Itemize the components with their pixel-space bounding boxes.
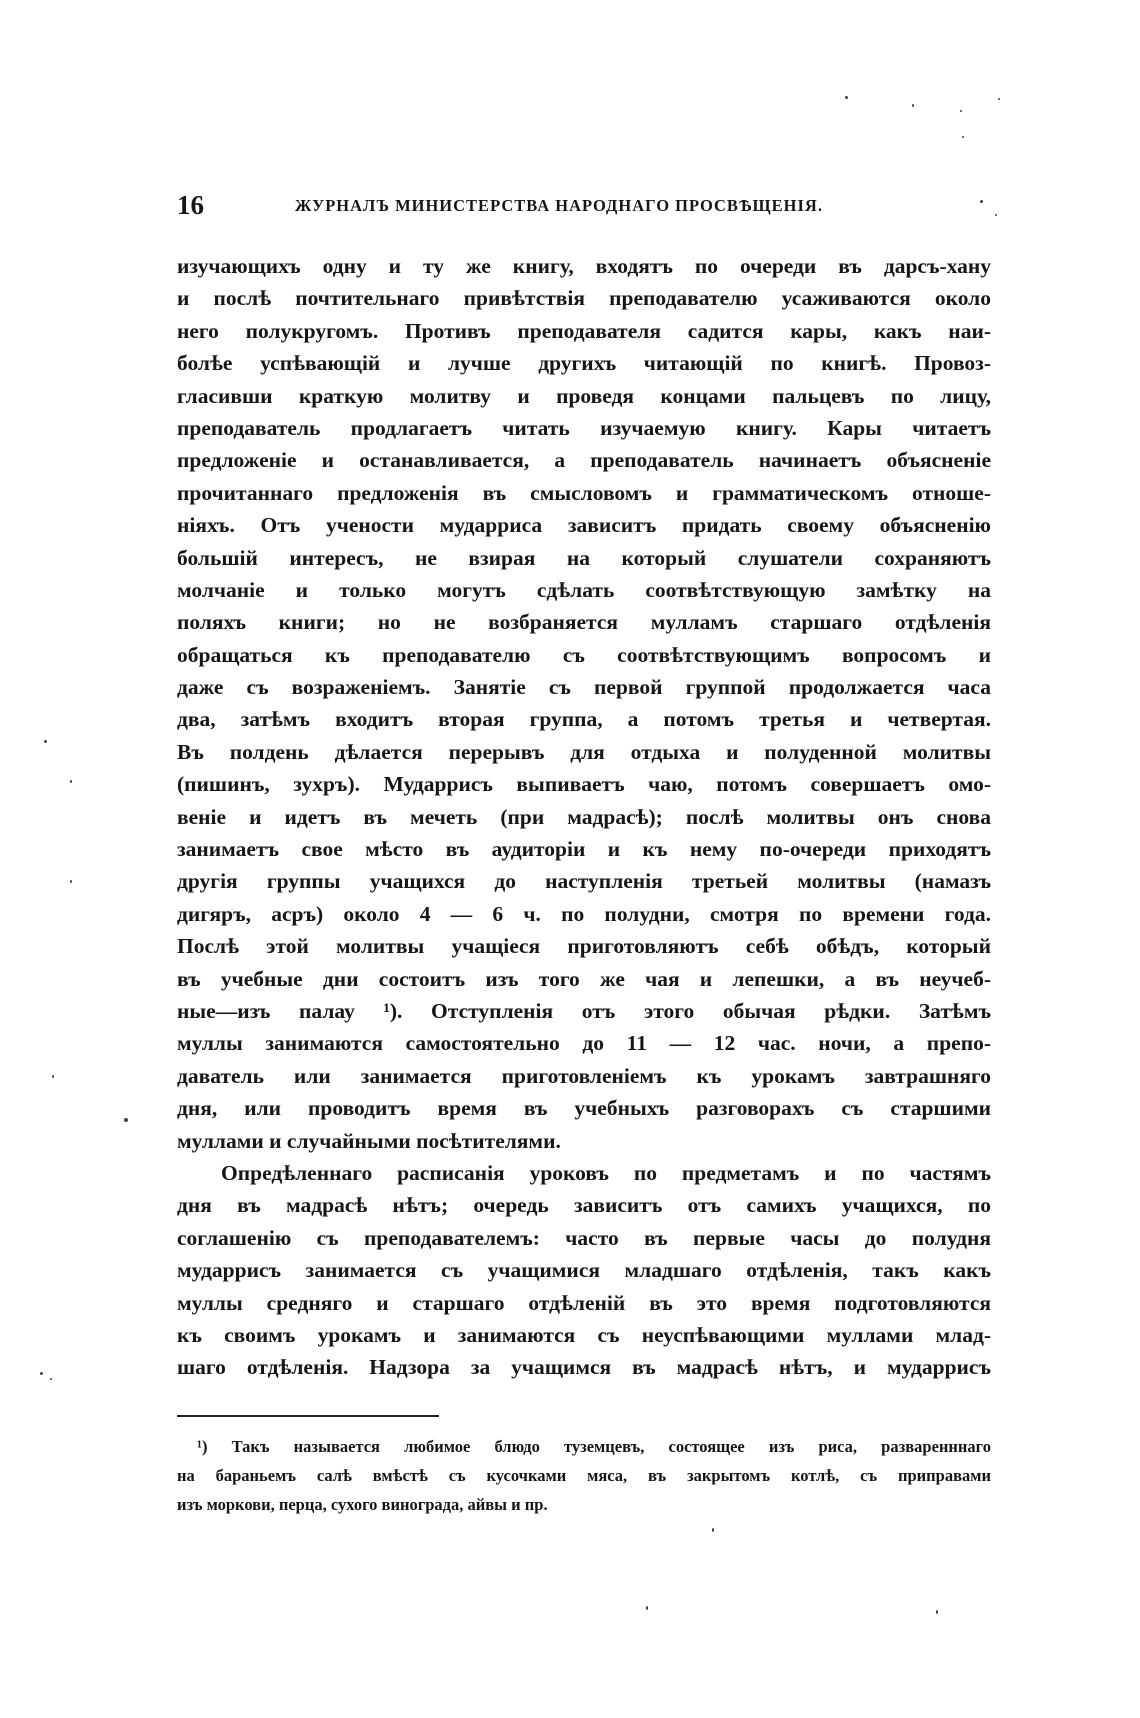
text-line: поляхъ книги; но не возбраняется мулламъ старшаго отдѣленія xyxy=(177,610,991,635)
text-line: въ учебные дни состоитъ изъ того же чая и лепешки, а въ неучеб- xyxy=(177,966,991,991)
text-line: прочитаннаго предложенія въ смысловомъ и грамматическомъ отноше- xyxy=(177,480,991,505)
footnote-line: ¹) Такъ называется любимое блюдо туземцевъ, состоящее изъ риса, разваренннаго xyxy=(197,1437,991,1456)
scan-speck xyxy=(960,110,962,112)
scan-speck xyxy=(52,1075,54,1078)
text-line: два, затѣмъ входитъ вторая группа, а потомъ третья и четвертая. xyxy=(177,707,991,732)
page-number: 16 xyxy=(177,190,204,220)
running-title: ЖУРНАЛЪ МИНИСТЕРСТВА НАРОДНАГО ПРОСВѢЩЕНІЯ. xyxy=(295,196,823,215)
scan-speck xyxy=(646,1606,648,1610)
scan-speck xyxy=(50,1378,52,1380)
text-line: большій интересъ, не взирая на который слушатели сохраняютъ xyxy=(177,545,991,570)
text-line: занимаетъ свое мѣсто въ аудиторіи и къ нему по-очереди приходятъ xyxy=(177,837,991,862)
text-line: обращаться къ преподавателю съ соотвѣтствующимъ вопросомъ и xyxy=(177,642,991,667)
main-text-block xyxy=(177,250,991,1384)
footnote-line: на бараньемъ салѣ вмѣстѣ съ кусочками мяса, въ закрытомъ котлѣ, съ приправами xyxy=(177,1466,991,1485)
text-line: дня, или проводитъ время въ учебныхъ разговорахъ съ старшими xyxy=(177,1096,991,1121)
text-line: шаго отдѣленія. Надзора за учащимся въ мадрасѣ нѣтъ, и мударрисъ xyxy=(177,1355,991,1380)
text-line: дня въ мадрасѣ нѣтъ; очередь зависитъ отъ самихъ учащихся, по xyxy=(177,1193,991,1218)
footnote-divider xyxy=(177,1415,439,1417)
text-line: дигяръ, асръ) около 4 — 6 ч. по полудни, смотря по времени года. xyxy=(177,901,991,926)
text-line: (пишинъ, зухръ). Мударрисъ выпиваетъ чаю, потомъ совершаетъ омо- xyxy=(177,772,991,797)
text-line: даже съ возраженіемъ. Занятіе съ первой группой продолжается часа xyxy=(177,675,991,700)
text-line: муллы занимаются самостоятельно до 11 — 12 час. ночи, а препо- xyxy=(177,1031,991,1056)
text-line: ные—изъ палау ¹). Отступленія отъ этого обычая рѣдки. Затѣмъ xyxy=(177,998,991,1023)
scan-speck xyxy=(980,200,983,203)
text-line: гласивши краткую молитву и проведя концами пальцевъ по лицу, xyxy=(177,383,991,408)
text-line: къ своимъ урокамъ и занимаются съ неуспѣвающими муллами млад- xyxy=(177,1322,991,1347)
text-line: и послѣ почтительнаго привѣтствія преподавателю усаживаются около xyxy=(177,286,991,311)
scan-speck xyxy=(70,780,72,783)
scan-speck xyxy=(40,1372,43,1375)
scan-speck xyxy=(998,98,1000,100)
text-line: преподаватель продлагаетъ читать изучаемую книгу. Кары читаетъ xyxy=(177,415,991,440)
text-line: ніяхъ. Отъ учености мударриса зависитъ придать своему объясненію xyxy=(177,513,991,538)
scan-speck xyxy=(712,1528,714,1532)
text-line: болѣе успѣвающій и лучше другихъ читающій по книгѣ. Провоз- xyxy=(177,351,991,376)
scan-speck xyxy=(936,1610,938,1614)
text-line: муллы средняго и старшаго отдѣленій въ это время подготовляются xyxy=(177,1290,991,1315)
scan-speck xyxy=(912,104,914,107)
text-line: мударрисъ занимается съ учащимися младшаго отдѣленія, такъ какъ xyxy=(177,1258,991,1283)
text-line: веніе и идетъ въ мечеть (при мадрасѣ); послѣ молитвы онъ снова xyxy=(177,804,991,829)
text-line: другія группы учащихся до наступленія третьей молитвы (намазъ xyxy=(177,869,991,894)
page-header xyxy=(177,190,997,224)
text-line: предложеніе и останавливается, а преподаватель начинаетъ объясненіе xyxy=(177,448,991,473)
text-line: изучающихъ одну и ту же книгу, входятъ по очереди въ дарсъ-хану xyxy=(177,254,991,278)
text-line: муллами и случайными посѣтителями. xyxy=(177,1128,561,1153)
scan-speck xyxy=(845,96,848,99)
footnote-block xyxy=(177,1432,991,1519)
footnote-line: изъ моркови, перца, сухого винограда, айвы и пр. xyxy=(177,1495,548,1514)
text-line: Въ полдень дѣлается перерывъ для отдыха и полуденной молитвы xyxy=(177,739,991,764)
scan-speck xyxy=(962,136,964,138)
text-line: молчаніе и только могутъ сдѣлать соотвѣтствующую замѣтку на xyxy=(177,577,991,602)
scan-speck xyxy=(44,740,47,743)
text-line: Послѣ этой молитвы учащіеся приготовляютъ себѣ обѣдъ, который xyxy=(177,934,991,959)
scan-speck xyxy=(70,880,72,883)
text-line: соглашенію съ преподавателемъ: часто въ первые часы до полудня xyxy=(177,1225,991,1250)
text-line: Опредѣленнаго расписанія уроковъ по предметамъ и по частямъ xyxy=(221,1160,991,1185)
text-line: даватель или занимается приготовленіемъ къ урокамъ завтрашняго xyxy=(177,1063,991,1088)
scan-speck xyxy=(995,214,997,216)
text-line: него полукругомъ. Противъ преподавателя садится кары, какъ наи- xyxy=(177,318,991,343)
scan-speck xyxy=(124,1118,128,1122)
